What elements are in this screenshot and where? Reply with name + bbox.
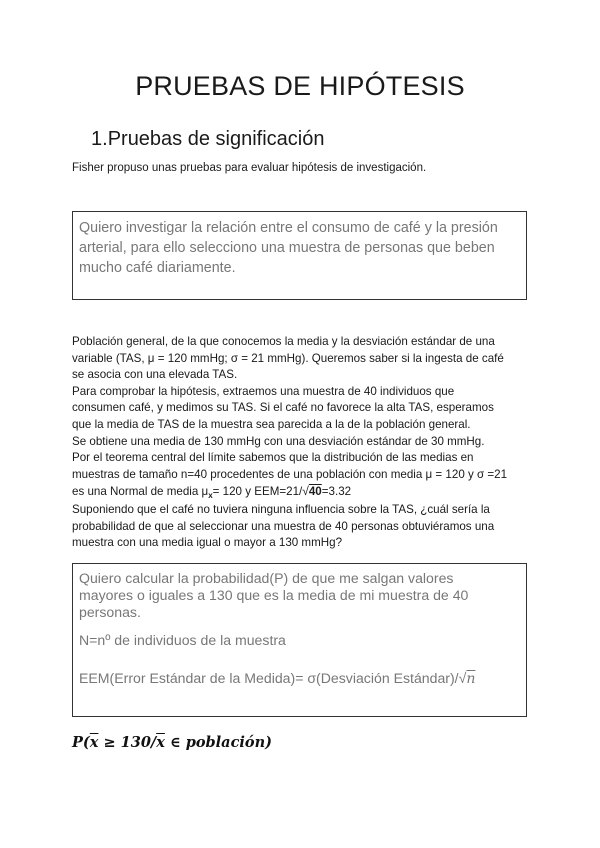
eem-text-a: es una Normal de media μ [72,485,209,499]
body-line: Por el teorema central del límite sabemos que la distribución de las medias en [72,451,474,465]
probability-formula [72,734,272,751]
box2-line: Quiero calcular la probabilidad(P) de que me salgan valores [79,570,454,586]
body-paragraph [72,334,532,552]
body-line: probabilidad de que al seleccionar una muestra de 40 personas obtuviéramos una [72,519,495,533]
probability-note-box [72,563,527,717]
intro-paragraph: Fisher propuso unas pruebas para evaluar hipótesis de investigación. [72,162,427,174]
body-line: Suponiendo que el café no tuviera ninguna influencia sobre la TAS, ¿cuál sería la [72,502,490,516]
body-line: muestras de tamaño n=40 procedentes de una población con media μ = 120 y σ =21 [72,467,508,481]
sqrt-symbol: √ [302,484,309,499]
box1-line: arterial, para ello selecciono una muestra de personas que beben [79,240,495,256]
body-line-eem [72,483,532,502]
formula-suffix: ∈ población) [164,734,272,751]
sqrt-radicand: n [466,671,476,687]
formula-xbar: $\overline{x}$ [89,734,99,751]
sqrt-symbol: √ [458,670,467,686]
body-line: Para comprobar la hipótesis, extraemos una muestra de 40 individuos que [72,384,455,398]
box2-eem-definition [79,670,520,688]
body-line: muestra con una media igual o mayor a 130 mmHg? [72,536,343,550]
section-number: 1. [91,128,108,150]
body-line: consumen café, y medimos su TAS. Si el café no favorece la alta TAS, esperamos [72,401,494,415]
box1-line: Quiero investigar la relación entre el consumo de café y la presión [79,220,498,236]
eem-text-c: =3.32 [321,485,352,499]
body-line: Población general, de la que conocemos la media y la desviación estándar de una [72,335,495,348]
section-heading [91,128,324,151]
formula-middle: ≥ 130/ [98,734,157,751]
box2-line: mayores o iguales a 130 que es la media de mi muestra de 40 [79,587,469,603]
box2-line: personas. [79,604,141,620]
body-line: variable (TAS, μ = 120 mmHg; σ = 21 mmHg). Queremos saber si la ingesta de café [72,351,504,365]
formula-xbar: $\overline{x}$ [156,734,165,751]
box2-n-definition: N=nº de individuos de la muestra [79,632,286,648]
body-line: se asocia con una elevada TAS. [72,368,238,382]
mu-subscript: x [208,491,213,501]
eem-definition-text: EEM(Error Estándar de la Medida)= σ(Desviación Estándar)/ [79,670,459,686]
box1-line: mucho café diariamente. [79,260,236,276]
eem-text-b: = 120 y EEM=21/ [212,485,303,499]
page-title: PRUEBAS DE HIPÓTESIS [135,71,465,101]
sqrt-radicand: 40 [308,485,322,499]
research-question-box [72,211,527,300]
formula-prefix: P( [72,734,90,751]
section-title: Pruebas de significación [107,128,325,150]
body-line: Se obtiene una media de 130 mmHg con una desviación estándar de 30 mmHg. [72,434,485,448]
body-line: que la media de TAS de la muestra sea parecida a la de la población general. [72,417,471,431]
